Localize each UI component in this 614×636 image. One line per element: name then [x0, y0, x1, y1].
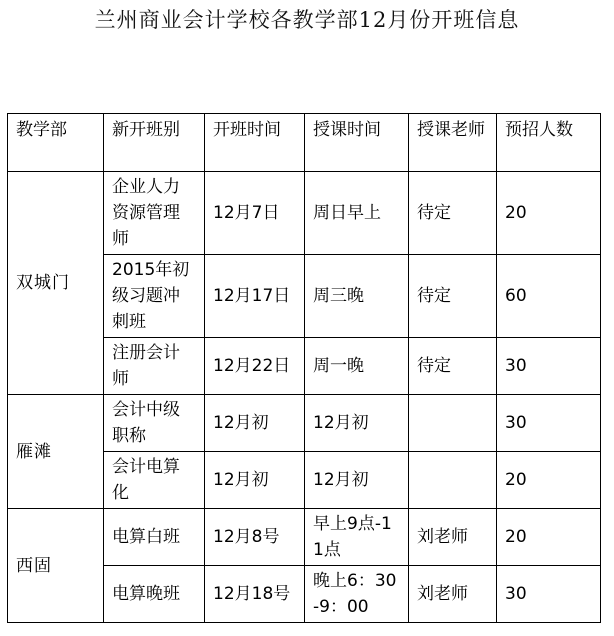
start-date-cell: 12月8号: [205, 509, 305, 566]
expected-count-cell: 30: [497, 338, 601, 395]
table-row: [8, 395, 601, 452]
class-time-cell: 12月初: [305, 452, 409, 509]
table-row: [8, 172, 601, 255]
expected-count-cell: 20: [497, 509, 601, 566]
class-time-cell: 早上9点-11点: [305, 509, 409, 566]
expected-count-cell: 30: [497, 566, 601, 623]
teacher-cell: 待定: [409, 172, 497, 255]
teacher-cell: 刘老师: [409, 566, 497, 623]
header-class-time: 授课时间: [305, 114, 409, 172]
header-department: 教学部: [8, 114, 104, 172]
department-cell: 双城门: [8, 172, 104, 395]
start-date-cell: 12月初: [205, 452, 305, 509]
class-name-cell: 电算晚班: [104, 566, 205, 623]
teacher-cell: 待定: [409, 255, 497, 338]
expected-count-cell: 20: [497, 172, 601, 255]
expected-count-cell: 60: [497, 255, 601, 338]
expected-count-cell: 30: [497, 395, 601, 452]
class-name-cell: 注册会计师: [104, 338, 205, 395]
teacher-cell: [409, 452, 497, 509]
department-cell: 西固: [8, 509, 104, 623]
header-start-date: 开班时间: [205, 114, 305, 172]
class-name-cell: 企业人力资源管理师: [104, 172, 205, 255]
class-name-cell: 2015年初级习题冲刺班: [104, 255, 205, 338]
class-time-cell: 晚上6：30-9：00: [305, 566, 409, 623]
class-time-cell: 12月初: [305, 395, 409, 452]
expected-count-cell: 20: [497, 452, 601, 509]
table-header-row: [8, 114, 601, 172]
class-name-cell: 电算白班: [104, 509, 205, 566]
teacher-cell: 待定: [409, 338, 497, 395]
start-date-cell: 12月7日: [205, 172, 305, 255]
start-date-cell: 12月17日: [205, 255, 305, 338]
class-time-cell: 周三晚: [305, 255, 409, 338]
department-cell: 雁滩: [8, 395, 104, 509]
class-name-cell: 会计电算化: [104, 452, 205, 509]
table-row: [8, 509, 601, 566]
class-time-cell: 周日早上: [305, 172, 409, 255]
start-date-cell: 12月22日: [205, 338, 305, 395]
start-date-cell: 12月初: [205, 395, 305, 452]
teacher-cell: 刘老师: [409, 509, 497, 566]
header-class-type: 新开班别: [104, 114, 205, 172]
page-title: 兰州商业会计学校各教学部12月份开班信息: [94, 8, 520, 32]
header-teacher: 授课老师: [409, 114, 497, 172]
teacher-cell: [409, 395, 497, 452]
class-time-cell: 周一晚: [305, 338, 409, 395]
start-date-cell: 12月18号: [205, 566, 305, 623]
class-name-cell: 会计中级职称: [104, 395, 205, 452]
class-schedule-table: [7, 113, 601, 623]
header-expected-count: 预招人数: [497, 114, 601, 172]
